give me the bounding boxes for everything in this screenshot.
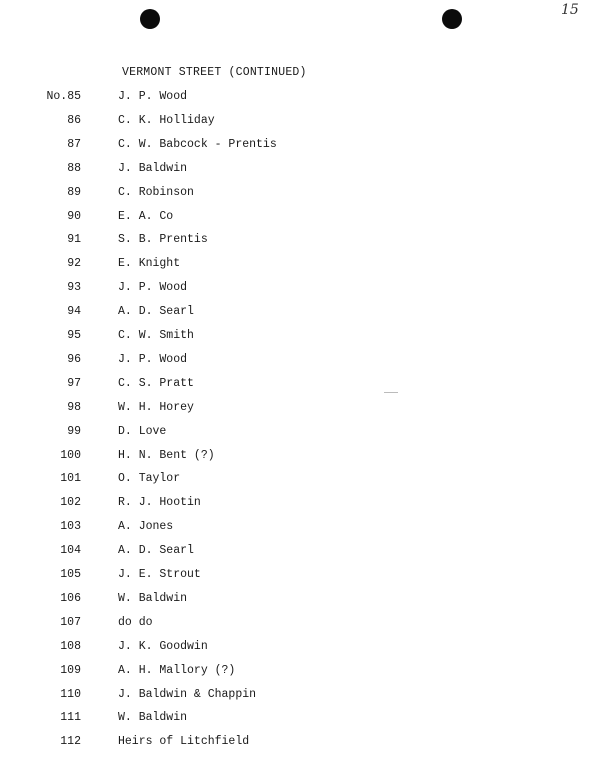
list-item [0,568,600,586]
lot-number: 108 [60,639,81,653]
list-item [0,711,600,729]
list-item [0,138,600,156]
owner-name: A. Jones [118,520,174,534]
owner-name: H. N. Bent (?) [118,448,215,462]
owner-name: A. D. Searl [118,305,194,319]
owner-name: J. P. Wood [118,281,188,295]
owner-name: W. H. Horey [118,400,194,414]
owner-name: W. Baldwin [118,711,188,725]
section-heading: VERMONT STREET (CONTINUED) [122,66,307,79]
lot-number: 111 [60,711,81,725]
lot-number: 102 [60,496,81,510]
list-item [0,616,600,634]
lot-number: 105 [60,568,81,581]
lot-number: 97 [67,376,81,390]
lot-number: 101 [60,472,81,486]
lot-number: 91 [67,233,81,247]
owner-name: J. P. Wood [118,90,188,103]
lot-number: 95 [67,329,81,342]
list-item [0,688,600,706]
lot-number: 93 [67,281,81,295]
owner-name: J. Baldwin [118,161,188,175]
list-item [0,449,600,467]
lot-number: No.85 [46,90,81,103]
list-item [0,401,600,419]
list-item [0,305,600,323]
list-item [0,233,600,251]
owner-name: A. D. Searl [118,544,194,558]
list-item [0,90,600,108]
lot-number: 104 [60,544,81,558]
owner-name: C. K. Holliday [118,113,215,127]
list-item [0,425,600,443]
lot-number: 109 [60,663,81,677]
lot-number: 90 [67,209,81,223]
lot-number: 88 [67,161,81,175]
lot-number: 110 [60,687,81,701]
list-item [0,281,600,299]
owner-name: O. Taylor [118,472,181,486]
lot-number: 99 [67,424,81,438]
lot-number: 112 [60,735,81,749]
owner-name: do do [118,615,153,629]
lot-number: 92 [67,257,81,271]
list-item [0,353,600,371]
owner-name: Heirs of Litchfield [118,735,250,749]
owner-name: E. A. Co [118,209,174,223]
list-item [0,162,600,180]
owner-name: E. Knight [118,257,181,271]
lot-number: 87 [67,137,81,151]
owner-name: J. K. Goodwin [118,639,208,653]
owner-name: J. Baldwin & Chappin [118,687,257,701]
list-item [0,329,600,347]
lot-number: 94 [67,305,81,319]
owner-name: A. H. Mallory (?) [118,663,236,677]
lot-number: 98 [67,400,81,414]
lot-number: 89 [67,185,81,199]
list-item [0,377,600,395]
lot-number: 86 [67,113,81,127]
list-item [0,592,600,610]
owner-name: C. W. Smith [118,329,194,342]
list-item [0,186,600,204]
faint-pencil-mark [384,392,398,393]
lot-number: 100 [60,448,81,462]
list-item [0,257,600,275]
list-item [0,640,600,658]
list-item [0,520,600,538]
list-item [0,735,600,753]
owner-name: J. E. Strout [118,568,201,581]
list-item [0,664,600,682]
list-item [0,472,600,490]
lot-number: 96 [67,352,81,366]
owner-name: C. Robinson [118,185,194,199]
owner-name: R. J. Hootin [118,496,201,510]
owner-name: D. Love [118,424,167,438]
owner-name: J. P. Wood [118,352,188,366]
list-item [0,544,600,562]
lot-number: 107 [60,615,81,629]
page-number: 15 [561,2,579,18]
lot-number: 103 [60,520,81,534]
owner-name: C. S. Pratt [118,376,194,390]
owner-name: S. B. Prentis [118,233,208,247]
list-item [0,114,600,132]
list-item [0,210,600,228]
owner-name: W. Baldwin [118,591,188,605]
owner-name: C. W. Babcock - Prentis [118,137,277,151]
lot-number: 106 [60,591,81,605]
list-item [0,496,600,514]
